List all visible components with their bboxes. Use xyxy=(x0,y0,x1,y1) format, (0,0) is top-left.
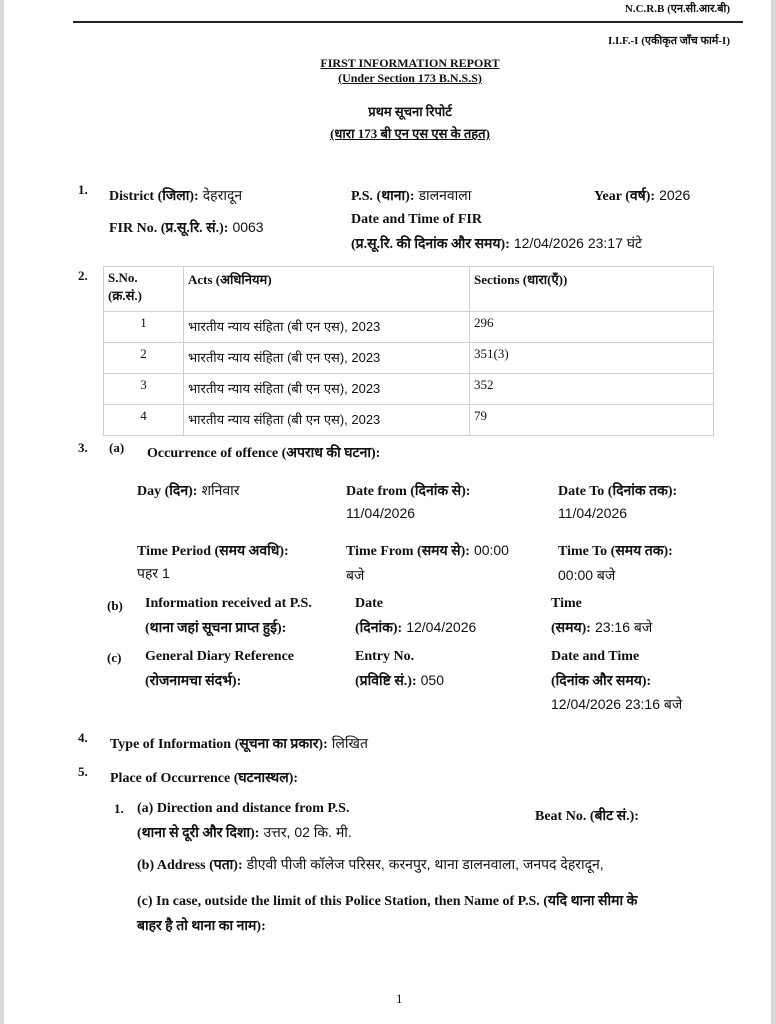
header-sections: Sections (धारा(एँ)) xyxy=(470,267,714,312)
direction-label-hi: (थाना से दूरी और दिशा): xyxy=(137,826,260,841)
address-label: (b) Address (पता): xyxy=(137,858,243,873)
date-from-label: Date from (दिनांक से): xyxy=(346,484,471,499)
entry-no-label-en: Entry No. xyxy=(355,649,415,664)
beat-no-label: Beat No. (बीट सं.): xyxy=(535,809,639,824)
entry-no-field xyxy=(355,671,444,690)
time-period-value: पहर 1 xyxy=(137,565,170,581)
day-value: शनिवार xyxy=(201,482,240,498)
date-to-label: Date To (दिनांक तक): xyxy=(558,484,678,499)
gd-datetime-value: 12/04/2026 23:16 बजे xyxy=(551,696,683,712)
title-hindi: प्रथम सूचना रिपोर्ट xyxy=(368,104,452,119)
title-english: FIRST INFORMATION REPORT xyxy=(320,56,500,70)
table-header-row xyxy=(104,267,714,312)
row-sno: 2 xyxy=(104,343,184,374)
entry-no-label-hi: (प्रविष्टि सं.): xyxy=(355,674,417,689)
district-value: देहरादून xyxy=(202,187,243,203)
row-sno: 1 xyxy=(104,312,184,343)
info-type-field xyxy=(110,734,368,753)
gd-datetime-label-hi: (दिनांक और समय): xyxy=(551,674,652,689)
section-3-number: 3. xyxy=(78,440,88,455)
row-act: भारतीय न्याय संहिता (बी एन एस), 2023 xyxy=(184,374,470,405)
occurrence-title: Occurrence of offence (अपराध की घटना): xyxy=(147,446,381,461)
info-received-label-en: Information received at P.S. xyxy=(145,596,312,611)
info-type-value: लिखित xyxy=(331,735,368,751)
row-act: भारतीय न्याय संहिता (बी एन एस), 2023 xyxy=(184,405,470,436)
place-item-number: 1. xyxy=(114,801,124,816)
outside-limit-label-line2: बाहर है तो थाना का नाम): xyxy=(137,919,266,934)
time-to-value: 00:00 बजे xyxy=(558,567,616,583)
outside-limit-label-line1: (c) In case, outside the limit of this Police Station, then Name of P.S. (यदि थाना सीमा के xyxy=(137,894,638,909)
year-field xyxy=(594,186,690,205)
time-from-suffix: बजे xyxy=(346,567,365,583)
year-label: Year (वर्ष): xyxy=(594,189,656,204)
info-date-label-en: Date xyxy=(355,596,383,611)
row-sno: 4 xyxy=(104,405,184,436)
info-date-label-hi: (दिनांक): xyxy=(355,621,403,636)
table-row xyxy=(104,343,714,374)
page-edge-right xyxy=(771,0,776,1024)
table-row xyxy=(104,374,714,405)
day-field xyxy=(137,481,240,500)
ps-value: डालनवाला xyxy=(418,187,472,203)
gd-reference-label-en: General Diary Reference xyxy=(145,649,295,664)
fir-datetime-value: 12/04/2026 23:17 घंटे xyxy=(513,235,643,251)
section-2-number: 2. xyxy=(78,268,88,283)
info-date-value: 12/04/2026 xyxy=(406,619,477,635)
info-received-label-hi: (थाना जहां सूचना प्राप्त हुई): xyxy=(145,621,287,636)
fir-datetime-field xyxy=(351,234,642,253)
place-of-occurrence-title: Place of Occurrence (घटनास्थल): xyxy=(110,771,299,786)
section-1-number: 1. xyxy=(78,182,88,197)
section-5-number: 5. xyxy=(78,764,88,779)
row-section: 296 xyxy=(470,312,714,343)
header-divider xyxy=(73,21,743,23)
police-station-field xyxy=(351,186,471,205)
time-to-label: Time To (समय तक): xyxy=(558,544,673,559)
district-field xyxy=(109,186,242,205)
acts-table xyxy=(103,266,714,436)
ps-label: P.S. (थाना): xyxy=(351,189,415,204)
gd-reference-label-hi: (रोजनामचा संदर्भ): xyxy=(145,674,242,689)
direction-label-en: (a) Direction and distance from P.S. xyxy=(137,801,350,816)
form-code: I.I.F.-I (एकीकृत जाँच फार्म-I) xyxy=(608,35,730,47)
subtitle-hindi: (धारा 173 बी एन एस एस के तहत) xyxy=(330,126,490,141)
row-sno: 3 xyxy=(104,374,184,405)
row-section: 352 xyxy=(470,374,714,405)
section-3a-marker: (a) xyxy=(109,440,125,455)
time-period-label: Time Period (समय अवधि): xyxy=(137,544,289,559)
time-from-field xyxy=(346,541,509,560)
time-from-value: 00:00 xyxy=(473,542,509,558)
row-section: 79 xyxy=(470,405,714,436)
time-from-label: Time From (समय से): xyxy=(346,544,470,559)
section-3c-marker: (c) xyxy=(107,650,122,665)
district-label: District (जिला): xyxy=(109,189,199,204)
subtitle-english: (Under Section 173 B.N.S.S) xyxy=(338,71,482,85)
ncrb-header: N.C.R.B (एन.सी.आर.बी) xyxy=(624,3,730,15)
gd-datetime-label-en: Date and Time xyxy=(551,649,640,664)
info-time-field xyxy=(551,618,652,637)
address-value: डीएवी पीजी कॉलेज परिसर, करनपुर, थाना डालनवाला, जनपद देहरादून, xyxy=(246,856,604,872)
info-time-label-hi: (समय): xyxy=(551,621,591,636)
section-3b-marker: (b) xyxy=(107,598,123,613)
fir-value: 0063 xyxy=(232,219,264,235)
fir-datetime-label-hi: (प्र.सू.रि. की दिनांक और समय): xyxy=(351,237,510,252)
section-4-number: 4. xyxy=(78,730,88,745)
info-time-label-en: Time xyxy=(551,596,582,611)
info-date-field xyxy=(355,618,476,637)
fir-label: FIR No. (प्र.सू.रि. सं.): xyxy=(109,221,229,236)
page-edge-left xyxy=(0,0,4,1024)
date-to-value: 11/04/2026 xyxy=(558,505,628,521)
fir-number-field xyxy=(109,218,264,237)
row-act: भारतीय न्याय संहिता (बी एन एस), 2023 xyxy=(184,343,470,374)
direction-value: उत्तर, 02 कि. मी. xyxy=(263,824,352,840)
direction-field xyxy=(137,823,352,842)
page-number: 1 xyxy=(396,991,403,1006)
entry-no-value: 050 xyxy=(420,672,444,688)
date-from-value: 11/04/2026 xyxy=(346,505,416,521)
table-row xyxy=(104,312,714,343)
row-section: 351(3) xyxy=(470,343,714,374)
header-sno: S.No. (क्र.सं.) xyxy=(104,267,184,312)
fir-datetime-label-en: Date and Time of FIR xyxy=(351,212,482,227)
table-row xyxy=(104,405,714,436)
header-acts: Acts (अधिनियम) xyxy=(184,267,470,312)
info-time-value: 23:16 बजे xyxy=(594,619,653,635)
row-act: भारतीय न्याय संहिता (बी एन एस), 2023 xyxy=(184,312,470,343)
day-label: Day (दिन): xyxy=(137,484,198,499)
year-value: 2026 xyxy=(659,187,691,203)
address-field xyxy=(137,855,604,874)
info-type-label: Type of Information (सूचना का प्रकार): xyxy=(110,737,328,752)
